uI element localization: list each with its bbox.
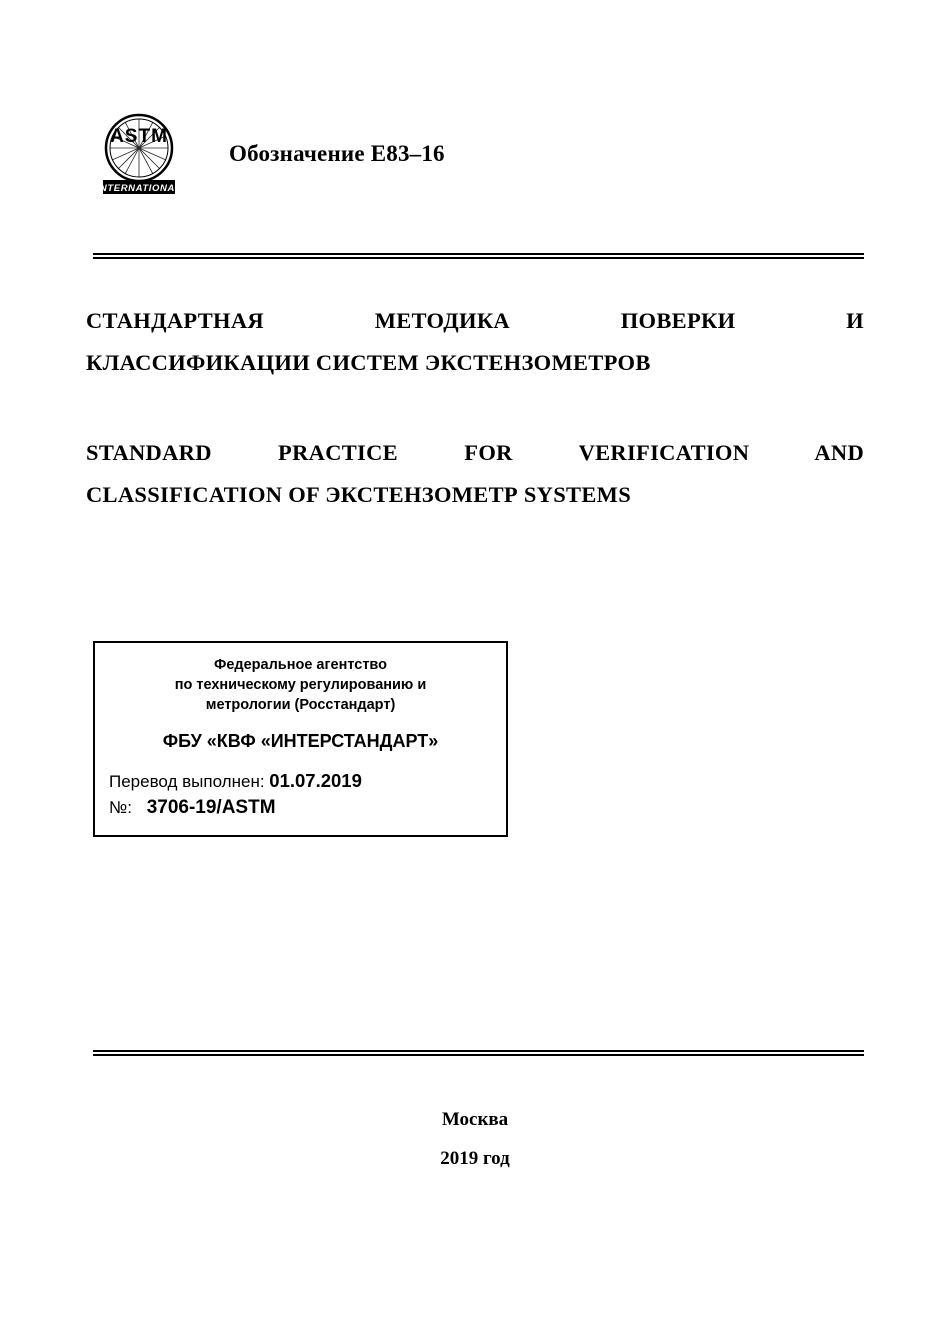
agency-name-line-3: метрологии (Росстандарт) (205, 697, 396, 713)
footer-year: 2019 год (440, 1148, 510, 1169)
astm-logo-icon (93, 108, 185, 200)
designation-text: Обозначение E83–16 (229, 141, 445, 166)
agency-name-line-2: по техническому регулированию и (174, 677, 427, 693)
document-footer (0, 1100, 950, 1178)
title-english (86, 432, 864, 516)
agency-box (93, 641, 508, 837)
translation-date: 01.07.2019 (269, 770, 362, 791)
translation-number-row (95, 795, 506, 821)
agency-name (95, 655, 506, 715)
title-russian (86, 300, 864, 384)
divider-bottom (93, 1050, 864, 1056)
title-russian-line-2: КЛАССИФИКАЦИИ СИСТЕМ ЭКСТЕНЗОМЕТРОВ (86, 350, 651, 375)
svg-text:INTERNATIONAL: INTERNATIONAL (96, 183, 182, 194)
title-english-line-1: STANDARD PRACTICE FOR VERIFICATION AND (86, 440, 864, 465)
agency-organization: ФБУ «КВФ «ИНТЕРСТАНДАРТ» (162, 731, 439, 751)
footer-city: Москва (441, 1109, 509, 1130)
number-value: 3706-19/ASTM (146, 797, 276, 818)
translation-label: Перевод выполнен: (109, 772, 265, 791)
title-english-line-2: CLASSIFICATION OF ЭКСТЕНЗОМЕТР SYSTEMS (86, 482, 632, 507)
translation-date-row (95, 768, 506, 795)
agency-name-line-1: Федеральное агентство (213, 657, 388, 673)
document-header (93, 108, 873, 200)
divider-top (93, 253, 864, 259)
title-russian-line-1: СТАНДАРТНАЯ МЕТОДИКА ПОВЕРКИ И (86, 308, 864, 333)
svg-text:ASTM: ASTM (110, 126, 168, 147)
number-label: №: (109, 798, 132, 817)
